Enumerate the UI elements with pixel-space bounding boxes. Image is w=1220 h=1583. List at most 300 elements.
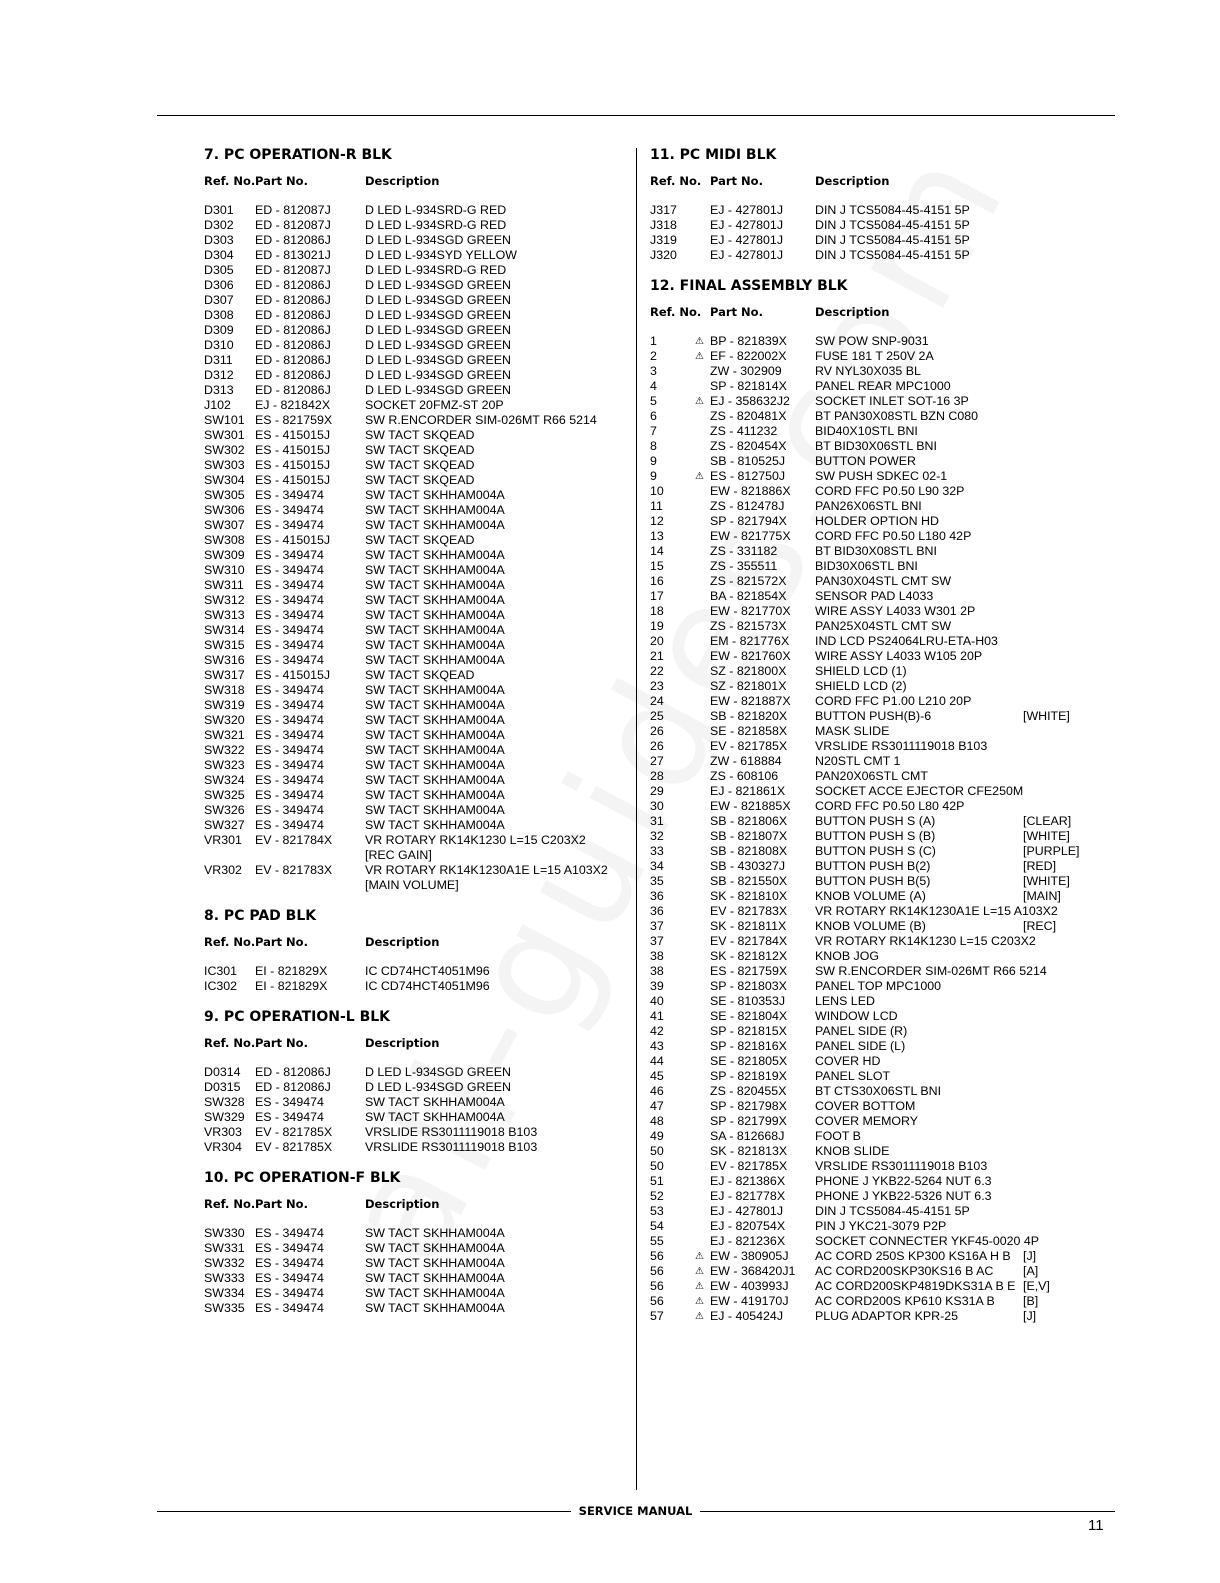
description: VRSLIDE RS3011119018 B103 [815, 739, 988, 753]
table-row [650, 1264, 1110, 1279]
description: SW TACT SKHHAM004A [365, 1095, 505, 1109]
description: SOCKET ACCE EJECTOR CFE250M [815, 784, 1024, 798]
part-no: EJ - 427801J [710, 203, 784, 217]
description: FOOT B [815, 1129, 861, 1143]
ref-no: SW329 [204, 1110, 245, 1124]
table-row [204, 623, 629, 638]
table-row [650, 769, 1110, 784]
part-no: EW - 821885X [710, 799, 791, 813]
part-no: SP - 821816X [710, 1039, 787, 1053]
description: SW TACT SKHHAM004A [365, 713, 505, 727]
table-row [204, 263, 629, 278]
part-no: ES - 349474 [255, 563, 324, 577]
description: AC CORD200S KP610 KS31A B [815, 1294, 995, 1308]
table-row [650, 964, 1110, 979]
part-no: SK - 821811X [710, 919, 787, 933]
table-row [650, 1144, 1110, 1159]
section-title: 7. PC OPERATION-R BLK [204, 147, 392, 163]
ref-no: 15 [650, 559, 664, 573]
part-no: ED - 812086J [255, 293, 331, 307]
right-column [650, 146, 1110, 1338]
table-row [650, 349, 1110, 364]
ref-no: 25 [650, 709, 664, 723]
part-no: ES - 349474 [255, 743, 324, 757]
description: SW TACT SKHHAM004A [365, 773, 505, 787]
part-no: ZS - 820454X [710, 439, 787, 453]
header-ref-no: Ref. No. [650, 305, 702, 319]
ref-no: 57 [650, 1309, 664, 1323]
ref-no: 9 [650, 469, 657, 483]
description: SW TACT SKHHAM004A [365, 803, 505, 817]
part-no: ED - 812086J [255, 1065, 331, 1079]
table-row [204, 803, 629, 818]
description: SW TACT SKHHAM004A [365, 728, 505, 742]
ref-no: VR302 [204, 863, 242, 877]
table-row [650, 529, 1110, 544]
part-no: EI - 821829X [255, 979, 328, 993]
table-row [204, 1286, 629, 1301]
part-no: EV - 821784X [710, 934, 788, 948]
part-no: EJ - 405424J [710, 1309, 784, 1323]
table-row [204, 818, 629, 833]
ref-no: SW315 [204, 638, 245, 652]
caution-icon: ⚠ [695, 351, 704, 362]
description: SW TACT SKHHAM004A [365, 503, 505, 517]
ref-no: SW310 [204, 563, 245, 577]
table-row [204, 383, 629, 398]
description: MASK SLIDE [815, 724, 890, 738]
table-row [204, 1095, 629, 1110]
section-title: 9. PC OPERATION-L BLK [204, 1009, 391, 1025]
caution-icon: ⚠ [695, 1266, 704, 1277]
part-no: SB - 821820X [710, 709, 788, 723]
ref-no: D307 [204, 293, 234, 307]
ref-no: SW323 [204, 758, 245, 772]
description: [REC GAIN] [365, 848, 432, 862]
ref-no: 56 [650, 1294, 664, 1308]
part-no: ES - 349474 [255, 1095, 324, 1109]
description: SW TACT SKHHAM004A [365, 1226, 505, 1240]
ref-no: J102 [204, 398, 231, 412]
left-column [204, 146, 629, 1330]
part-no: SZ - 821801X [710, 679, 787, 693]
footer-title: SERVICE MANUAL [578, 1504, 693, 1518]
ref-no: 20 [650, 634, 664, 648]
header-description: Description [365, 1197, 440, 1211]
table-row [650, 1099, 1110, 1114]
part-no: BA - 821854X [710, 589, 787, 603]
note: [WHITE] [1023, 709, 1070, 723]
table-row [650, 754, 1110, 769]
table-row [650, 1219, 1110, 1234]
ref-no: SW330 [204, 1226, 245, 1240]
part-no: ED - 812086J [255, 308, 331, 322]
description: PANEL TOP MPC1000 [815, 979, 942, 993]
ref-no: 54 [650, 1219, 664, 1233]
table-row [204, 713, 629, 728]
part-no: ED - 812086J [255, 338, 331, 352]
part-no: EW - 821760X [710, 649, 791, 663]
table-row [650, 844, 1110, 859]
table-row [204, 323, 629, 338]
table-row [204, 743, 629, 758]
part-no: ES - 349474 [255, 578, 324, 592]
ref-no: D304 [204, 248, 234, 262]
parts-section [650, 277, 1110, 1324]
description: D LED L-934SGD GREEN [365, 278, 511, 292]
description: RV NYL30X035 BL [815, 364, 921, 378]
description: KNOB VOLUME (A) [815, 889, 926, 903]
description: SW TACT SKQEAD [365, 533, 475, 547]
table-row [650, 1279, 1110, 1294]
description: SW TACT SKQEAD [365, 458, 475, 472]
table-row [204, 683, 629, 698]
table-row [650, 424, 1110, 439]
ref-no: D305 [204, 263, 234, 277]
ref-no: VR301 [204, 833, 242, 847]
table-row [650, 739, 1110, 754]
table-row [204, 518, 629, 533]
section-title: 12. FINAL ASSEMBLY BLK [650, 278, 848, 294]
table-row [650, 1054, 1110, 1069]
table-row [204, 728, 629, 743]
ref-no: 19 [650, 619, 664, 633]
table-row [204, 233, 629, 248]
ref-no: D306 [204, 278, 234, 292]
description: PAN30X04STL CMT SW [815, 574, 952, 588]
table-row [650, 1159, 1110, 1174]
description: BUTTON PUSH B(2) [815, 859, 931, 873]
table-row [650, 784, 1110, 799]
footer-rule-left [157, 1511, 571, 1512]
description: SOCKET 20FMZ-ST 20P [365, 398, 504, 412]
part-no: SB - 821806X [710, 814, 788, 828]
part-no: EF - 822002X [710, 349, 787, 363]
ref-no: 56 [650, 1279, 664, 1293]
table-row [650, 233, 1110, 248]
table-row [204, 788, 629, 803]
part-no: EW - 821775X [710, 529, 791, 543]
table-row [204, 833, 629, 848]
description: VRSLIDE RS3011119018 B103 [365, 1140, 538, 1154]
table-row [650, 203, 1110, 218]
ref-no: IC302 [204, 979, 238, 993]
description: D LED L-934SGD GREEN [365, 293, 511, 307]
ref-no: 44 [650, 1054, 664, 1068]
part-no: SP - 821794X [710, 514, 787, 528]
table-row [650, 814, 1110, 829]
table-row [650, 394, 1110, 409]
description: PANEL SIDE (L) [815, 1039, 906, 1053]
part-no: SK - 821812X [710, 949, 788, 963]
part-no: ES - 812750J [710, 469, 786, 483]
ref-no: 9 [650, 454, 657, 468]
table-row [204, 428, 629, 443]
table-row [650, 799, 1110, 814]
table-row [650, 619, 1110, 634]
ref-no: 35 [650, 874, 664, 888]
ref-no: 36 [650, 904, 664, 918]
ref-no: 3 [650, 364, 657, 378]
table-row [204, 1080, 629, 1095]
ref-no: D303 [204, 233, 234, 247]
description: PAN26X06STL BNI [815, 499, 922, 513]
part-no: ES - 349474 [255, 1286, 324, 1300]
description: IC CD74HCT4051M96 [365, 964, 490, 978]
table-row [650, 859, 1110, 874]
part-no: ES - 415015J [255, 458, 331, 472]
header-ref-no: Ref. No. [204, 935, 256, 949]
part-no: SE - 821858X [710, 724, 788, 738]
table-row [204, 248, 629, 263]
description: BUTTON PUSH S (C) [815, 844, 936, 858]
caution-icon: ⚠ [695, 1296, 704, 1307]
table-row [650, 1129, 1110, 1144]
description: BT BID30X08STL BNI [815, 544, 937, 558]
table-row [650, 364, 1110, 379]
description: CORD FFC P0.50 L80 42P [815, 799, 965, 813]
description: BT CTS30X06STL BNI [815, 1084, 942, 1098]
table-row [650, 874, 1110, 889]
caution-icon: ⚠ [695, 336, 704, 347]
part-no: ES - 821759X [710, 964, 788, 978]
description: SW TACT SKHHAM004A [365, 1271, 505, 1285]
description: VR ROTARY RK14K1230A1E L=15 A103X2 [365, 863, 608, 877]
ref-no: 29 [650, 784, 664, 798]
part-no: ED - 812086J [255, 233, 331, 247]
note: [A] [1023, 1264, 1039, 1278]
part-no: ES - 415015J [255, 428, 331, 442]
page-number: 11 [1088, 1517, 1104, 1534]
ref-no: SW314 [204, 623, 245, 637]
part-no: ES - 415015J [255, 533, 331, 547]
header-ref-no: Ref. No. [204, 1197, 256, 1211]
ref-no: 56 [650, 1249, 664, 1263]
ref-no: 32 [650, 829, 664, 843]
table-row [650, 1039, 1110, 1054]
description: DIN J TCS5084-45-4151 5P [815, 1204, 970, 1218]
description: SHIELD LCD (2) [815, 679, 907, 693]
description: SW TACT SKHHAM004A [365, 818, 505, 832]
part-no: EV - 821784X [255, 833, 333, 847]
part-no: EV - 821785X [710, 1159, 788, 1173]
part-no: EJ - 358632J2 [710, 394, 790, 408]
description: WINDOW LCD [815, 1009, 898, 1023]
ref-no: 6 [650, 409, 657, 423]
table-row [204, 638, 629, 653]
part-no: ES - 349474 [255, 758, 324, 772]
table-row [650, 559, 1110, 574]
ref-no: 37 [650, 934, 664, 948]
part-no: ED - 812086J [255, 1080, 331, 1094]
part-no: ED - 812086J [255, 383, 331, 397]
description: [MAIN VOLUME] [365, 878, 459, 892]
ref-no: 26 [650, 724, 664, 738]
part-no: ES - 349474 [255, 608, 324, 622]
ref-no: 48 [650, 1114, 664, 1128]
ref-no: 4 [650, 379, 657, 393]
caution-icon: ⚠ [695, 1251, 704, 1262]
description: SW TACT SKHHAM004A [365, 548, 505, 562]
ref-no: 30 [650, 799, 664, 813]
description: SW TACT SKHHAM004A [365, 563, 505, 577]
part-no: ES - 349474 [255, 713, 324, 727]
ref-no: SW328 [204, 1095, 245, 1109]
header-ref-no: Ref. No. [204, 1036, 256, 1050]
description: BID40X10STL BNI [815, 424, 918, 438]
description: D LED L-934SGD GREEN [365, 308, 511, 322]
ref-no: SW322 [204, 743, 245, 757]
description: SW TACT SKHHAM004A [365, 593, 505, 607]
ref-no: SW309 [204, 548, 245, 562]
part-no: ZS - 821572X [710, 574, 787, 588]
description: SW TACT SKHHAM004A [365, 1301, 505, 1315]
ref-no: SW320 [204, 713, 245, 727]
table-row [650, 724, 1110, 739]
part-no: EJ - 427801J [710, 248, 784, 262]
part-no: SB - 821808X [710, 844, 788, 858]
ref-no: SW324 [204, 773, 245, 787]
ref-no: 52 [650, 1189, 664, 1203]
section-title: 8. PC PAD BLK [204, 908, 317, 924]
table-row [650, 694, 1110, 709]
table-row [650, 1204, 1110, 1219]
ref-no: 22 [650, 664, 664, 678]
ref-no: 40 [650, 994, 664, 1008]
table-row [650, 589, 1110, 604]
part-no: ZS - 821573X [710, 619, 787, 633]
ref-no: D309 [204, 323, 234, 337]
part-no: ES - 349474 [255, 503, 324, 517]
table-row [650, 919, 1110, 934]
part-no: SK - 821813X [710, 1144, 788, 1158]
description: SW R.ENCORDER SIM-026MT R66 5214 [365, 413, 597, 427]
table-row [650, 889, 1110, 904]
header-part-no: Part No. [255, 1036, 308, 1050]
description: KNOB JOG [815, 949, 880, 963]
part-no: ES - 349474 [255, 1301, 324, 1315]
table-row [204, 593, 629, 608]
note: [J] [1023, 1309, 1037, 1323]
part-no: ZS - 355511 [710, 559, 778, 573]
ref-no: IC301 [204, 964, 238, 978]
description: SW TACT SKHHAM004A [365, 488, 505, 502]
part-no: ES - 349474 [255, 1226, 324, 1240]
part-no: EW - 821770X [710, 604, 791, 618]
table-row [650, 514, 1110, 529]
ref-no: J317 [650, 203, 677, 217]
caution-icon: ⚠ [695, 396, 704, 407]
table-row [650, 1069, 1110, 1084]
ref-no: 12 [650, 514, 664, 528]
part-no: SB - 430327J [710, 859, 786, 873]
description: BUTTON PUSH(B)-6 [815, 709, 932, 723]
table-row [204, 443, 629, 458]
ref-no: D310 [204, 338, 234, 352]
part-no: ES - 349474 [255, 773, 324, 787]
part-no: ZW - 618884 [710, 754, 782, 768]
ref-no: D0314 [204, 1065, 241, 1079]
ref-no: 31 [650, 814, 664, 828]
description: SHIELD LCD (1) [815, 664, 907, 678]
ref-no: SW305 [204, 488, 245, 502]
part-no: ZS - 608106 [710, 769, 779, 783]
part-no: BP - 821839X [710, 334, 787, 348]
part-no: ES - 415015J [255, 668, 331, 682]
description: FUSE 181 T 250V 2A [815, 349, 934, 363]
part-no: EJ - 820754X [710, 1219, 786, 1233]
note: [REC] [1023, 919, 1057, 933]
ref-no: 49 [650, 1129, 664, 1143]
ref-no: 28 [650, 769, 664, 783]
part-no: ED - 813021J [255, 248, 331, 262]
table-row [204, 578, 629, 593]
part-no: EJ - 821236X [710, 1234, 786, 1248]
description: SOCKET CONNECTER YKF45-0020 4P [815, 1234, 1040, 1248]
ref-no: 43 [650, 1039, 664, 1053]
table-row [650, 1309, 1110, 1324]
description: SW TACT SKHHAM004A [365, 1241, 505, 1255]
description: PANEL SLOT [815, 1069, 891, 1083]
table-row [650, 604, 1110, 619]
table-row [650, 679, 1110, 694]
description: SW TACT SKQEAD [365, 443, 475, 457]
part-no: SB - 810525J [710, 454, 786, 468]
description: PANEL SIDE (R) [815, 1024, 908, 1038]
ref-no: D302 [204, 218, 234, 232]
part-no: EV - 821785X [255, 1125, 333, 1139]
part-no: ES - 349474 [255, 1110, 324, 1124]
part-no: ED - 812087J [255, 263, 331, 277]
ref-no: VR303 [204, 1125, 242, 1139]
header-ref-no: Ref. No. [204, 174, 256, 188]
description: D LED L-934SRD-G RED [365, 218, 507, 232]
part-no: EW - 821887X [710, 694, 791, 708]
parts-section [650, 146, 1110, 263]
ref-no: SW306 [204, 503, 245, 517]
part-no: ZS - 820455X [710, 1084, 787, 1098]
caution-icon: ⚠ [695, 471, 704, 482]
table-row [204, 1256, 629, 1271]
ref-no: SW304 [204, 473, 245, 487]
ref-no: J320 [650, 248, 677, 262]
ref-no: SW101 [204, 413, 245, 427]
ref-no: 24 [650, 694, 664, 708]
description: PANEL REAR MPC1000 [815, 379, 951, 393]
description: CORD FFC P1.00 L210 20P [815, 694, 972, 708]
part-no: EV - 821783X [255, 863, 333, 877]
part-no: SB - 821550X [710, 874, 788, 888]
table-row [204, 338, 629, 353]
part-no: ZS - 411232 [710, 424, 778, 438]
part-no: EW - 821886X [710, 484, 791, 498]
ref-no: D313 [204, 383, 234, 397]
table-row [204, 698, 629, 713]
ref-no: 42 [650, 1024, 664, 1038]
ref-no: SW311 [204, 578, 244, 592]
part-no: SE - 821805X [710, 1054, 788, 1068]
ref-no: 46 [650, 1084, 664, 1098]
table-row [204, 964, 629, 979]
description: LENS LED [815, 994, 875, 1008]
table-row [650, 454, 1110, 469]
description: SOCKET INLET SOT-16 3P [815, 394, 969, 408]
description: N20STL CMT 1 [815, 754, 901, 768]
note: [RED] [1023, 859, 1057, 873]
table-row [650, 409, 1110, 424]
description: PIN J YKC21-3079 P2P [815, 1219, 947, 1233]
table-row [650, 634, 1110, 649]
